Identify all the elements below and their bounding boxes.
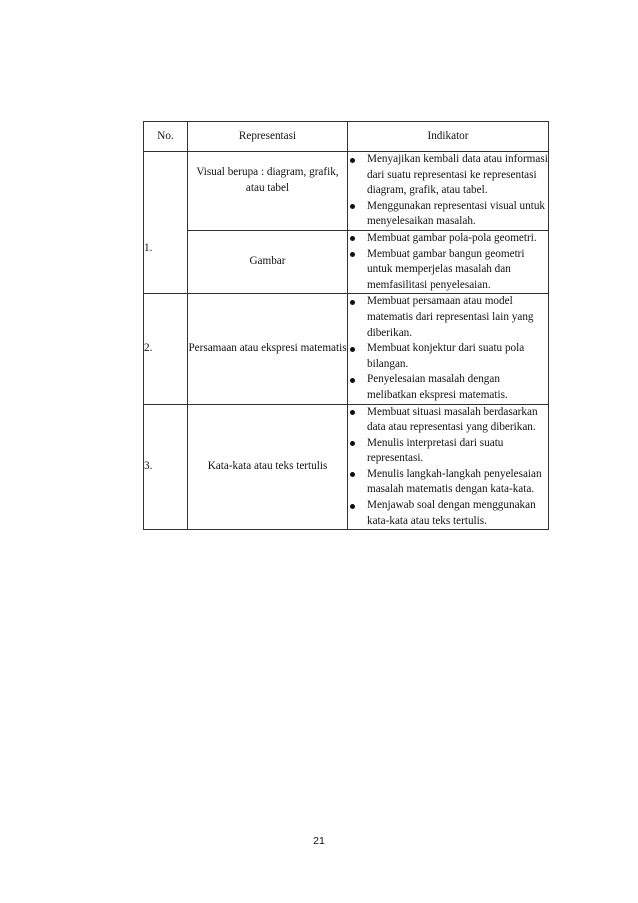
indicator-item: Membuat situasi masalah berdasarkan data atau representasi yang diberikan.	[348, 405, 548, 436]
indicator-item: Menyajikan kembali data atau informasi dari suatu representasi ke representasi diagram, grafik, atau tabel.	[348, 152, 548, 199]
indicator-cell	[348, 230, 549, 293]
indicator-cell	[348, 294, 549, 404]
indicator-item: Menulis interpretasi dari suatu representasi.	[348, 436, 548, 467]
table-row	[144, 404, 549, 530]
indicator-item: Menjawab soal dengan menggunakan kata-kata atau teks tertulis.	[348, 498, 548, 529]
header-indikator: Indikator	[348, 122, 549, 152]
indicator-list	[348, 294, 548, 403]
indicator-item: Penyelesaian masalah dengan melibatkan ekspresi matematis.	[348, 372, 548, 403]
representation-cell: Visual berupa : diagram, grafik, atau tabel	[188, 152, 348, 231]
indicator-cell	[348, 152, 549, 231]
representation-cell: Persamaan atau ekspresi matematis	[188, 294, 348, 404]
indicator-list	[348, 231, 548, 293]
indicator-item: Menulis langkah-langkah penyelesaian masalah matematis dengan kata-kata.	[348, 467, 548, 498]
indicator-item: Membuat gambar pola-pola geometri.	[348, 231, 548, 247]
indicator-list	[348, 152, 548, 230]
indicator-item: Membuat konjektur dari suatu pola bilangan.	[348, 341, 548, 372]
header-representasi: Representasi	[188, 122, 348, 152]
row-number-cell	[144, 152, 188, 294]
indicator-item: Menggunakan representasi visual untuk menyelesaikan masalah.	[348, 199, 548, 230]
table-row	[144, 152, 549, 231]
indicator-item: Membuat gambar bangun geometri untuk memperjelas masalah dan memfasilitasi penyelesaian.	[348, 247, 548, 294]
page-number: 21	[313, 835, 325, 847]
indicator-list	[348, 405, 548, 530]
indicator-item: Membuat persamaan atau model matematis dari representasi lain yang diberikan.	[348, 294, 548, 341]
header-no: No.	[144, 122, 188, 152]
row-number: 3.	[144, 404, 188, 530]
table-row	[144, 230, 549, 293]
representation-cell: Gambar	[188, 230, 348, 293]
table-row	[144, 294, 549, 404]
table-header-row	[144, 122, 549, 152]
row-number: 2.	[144, 294, 188, 404]
representation-cell: Kata-kata atau teks tertulis	[188, 404, 348, 530]
row-number: 1.	[144, 241, 153, 254]
indicator-cell	[348, 404, 549, 530]
representation-indicator-table	[143, 121, 549, 530]
